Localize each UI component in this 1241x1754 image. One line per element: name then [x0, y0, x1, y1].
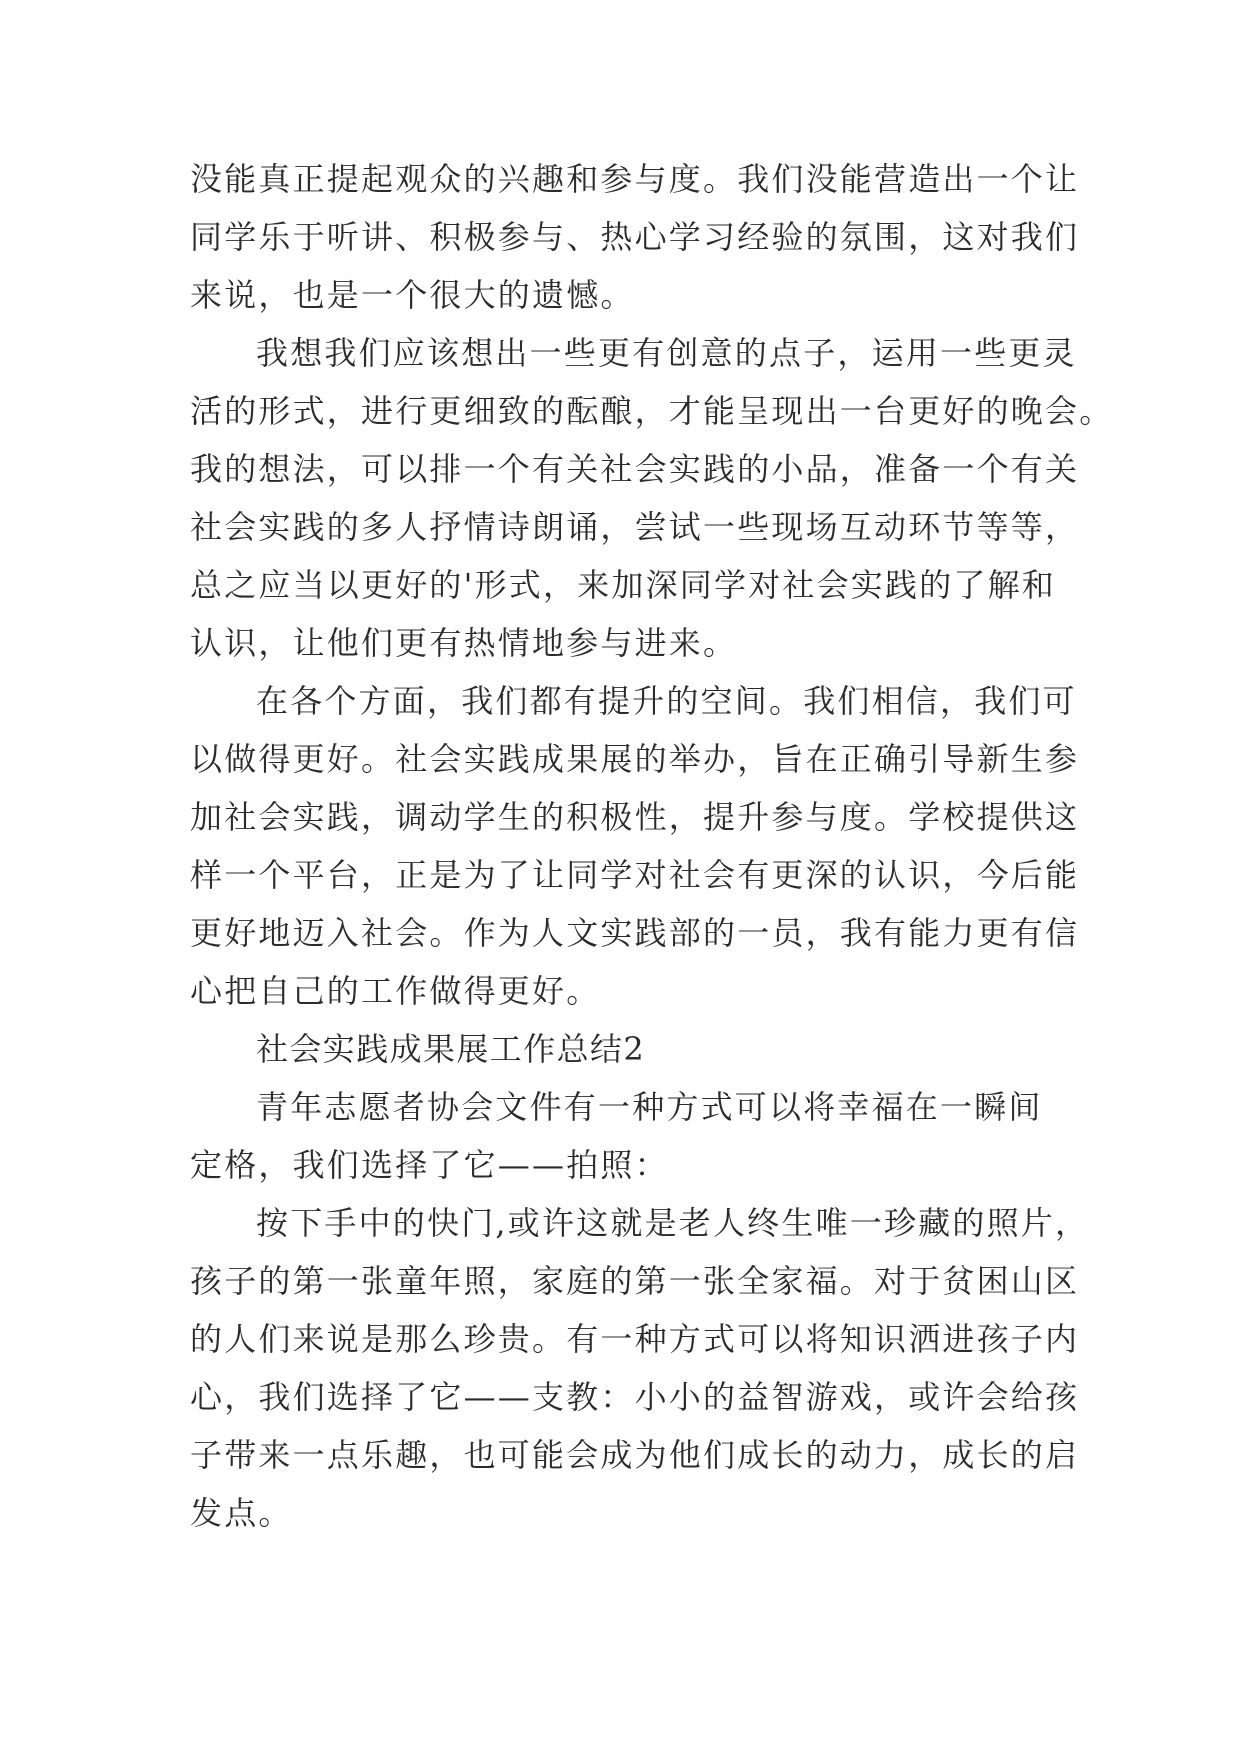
- text-line: 活的形式，进行更细致的酝酿，才能呈现出一台更好的晚会。: [190, 392, 1114, 430]
- text-line: 来说，也是一个很大的遗憾。: [190, 276, 635, 314]
- text-line: 青年志愿者协会文件有一种方式可以将幸福在一瞬间: [256, 1088, 1043, 1126]
- text-line: 按下手中的快门,或许这就是老人终生唯一珍藏的照片，: [256, 1204, 1090, 1242]
- text-line: 孩子的第一张童年照，家庭的第一张全家福。对于贫困山区: [190, 1262, 1080, 1300]
- text-line: 定格，我们选择了它——拍照：: [190, 1146, 669, 1184]
- text-line: 的人们来说是那么珍贵。有一种方式可以将知识洒进孩子内: [190, 1320, 1080, 1358]
- text-line: 社会实践的多人抒情诗朗诵，尝试一些现场互动环节等等，: [190, 508, 1080, 546]
- document-page: [190, 150, 1114, 1542]
- section-heading: 社会实践成果展工作总结2: [256, 1030, 646, 1068]
- text-line: 加社会实践，调动学生的积极性，提升参与度。学校提供这: [190, 798, 1080, 836]
- text-line: 以做得更好。社会实践成果展的举办，旨在正确引导新生参: [190, 740, 1080, 778]
- text-line: 更好地迈入社会。作为人文实践部的一员，我有能力更有信: [190, 914, 1080, 952]
- text-line: 在各个方面，我们都有提升的空间。我们相信，我们可: [256, 682, 1077, 720]
- text-line: 发点。: [190, 1494, 293, 1532]
- text-line: 没能真正提起观众的兴趣和参与度。我们没能营造出一个让: [190, 160, 1080, 198]
- text-line: 总之应当以更好的'形式，来加深同学对社会实践的了解和: [190, 566, 1056, 604]
- text-line: 我想我们应该想出一些更有创意的点子，运用一些更灵: [256, 334, 1077, 372]
- text-line: 心把自己的工作做得更好。: [190, 972, 601, 1010]
- text-line: 我的想法，可以排一个有关社会实践的小品，准备一个有关: [190, 450, 1080, 488]
- text-line: 子带来一点乐趣，也可能会成为他们成长的动力，成长的启: [190, 1436, 1080, 1474]
- text-line: 同学乐于听讲、积极参与、热心学习经验的氛围，这对我们: [190, 218, 1080, 256]
- text-line: 认识，让他们更有热情地参与进来。: [190, 624, 738, 662]
- text-line: 样一个平台，正是为了让同学对社会有更深的认识，今后能: [190, 856, 1080, 894]
- text-line: 心，我们选择了它——支教：小小的益智游戏，或许会给孩: [190, 1378, 1080, 1416]
